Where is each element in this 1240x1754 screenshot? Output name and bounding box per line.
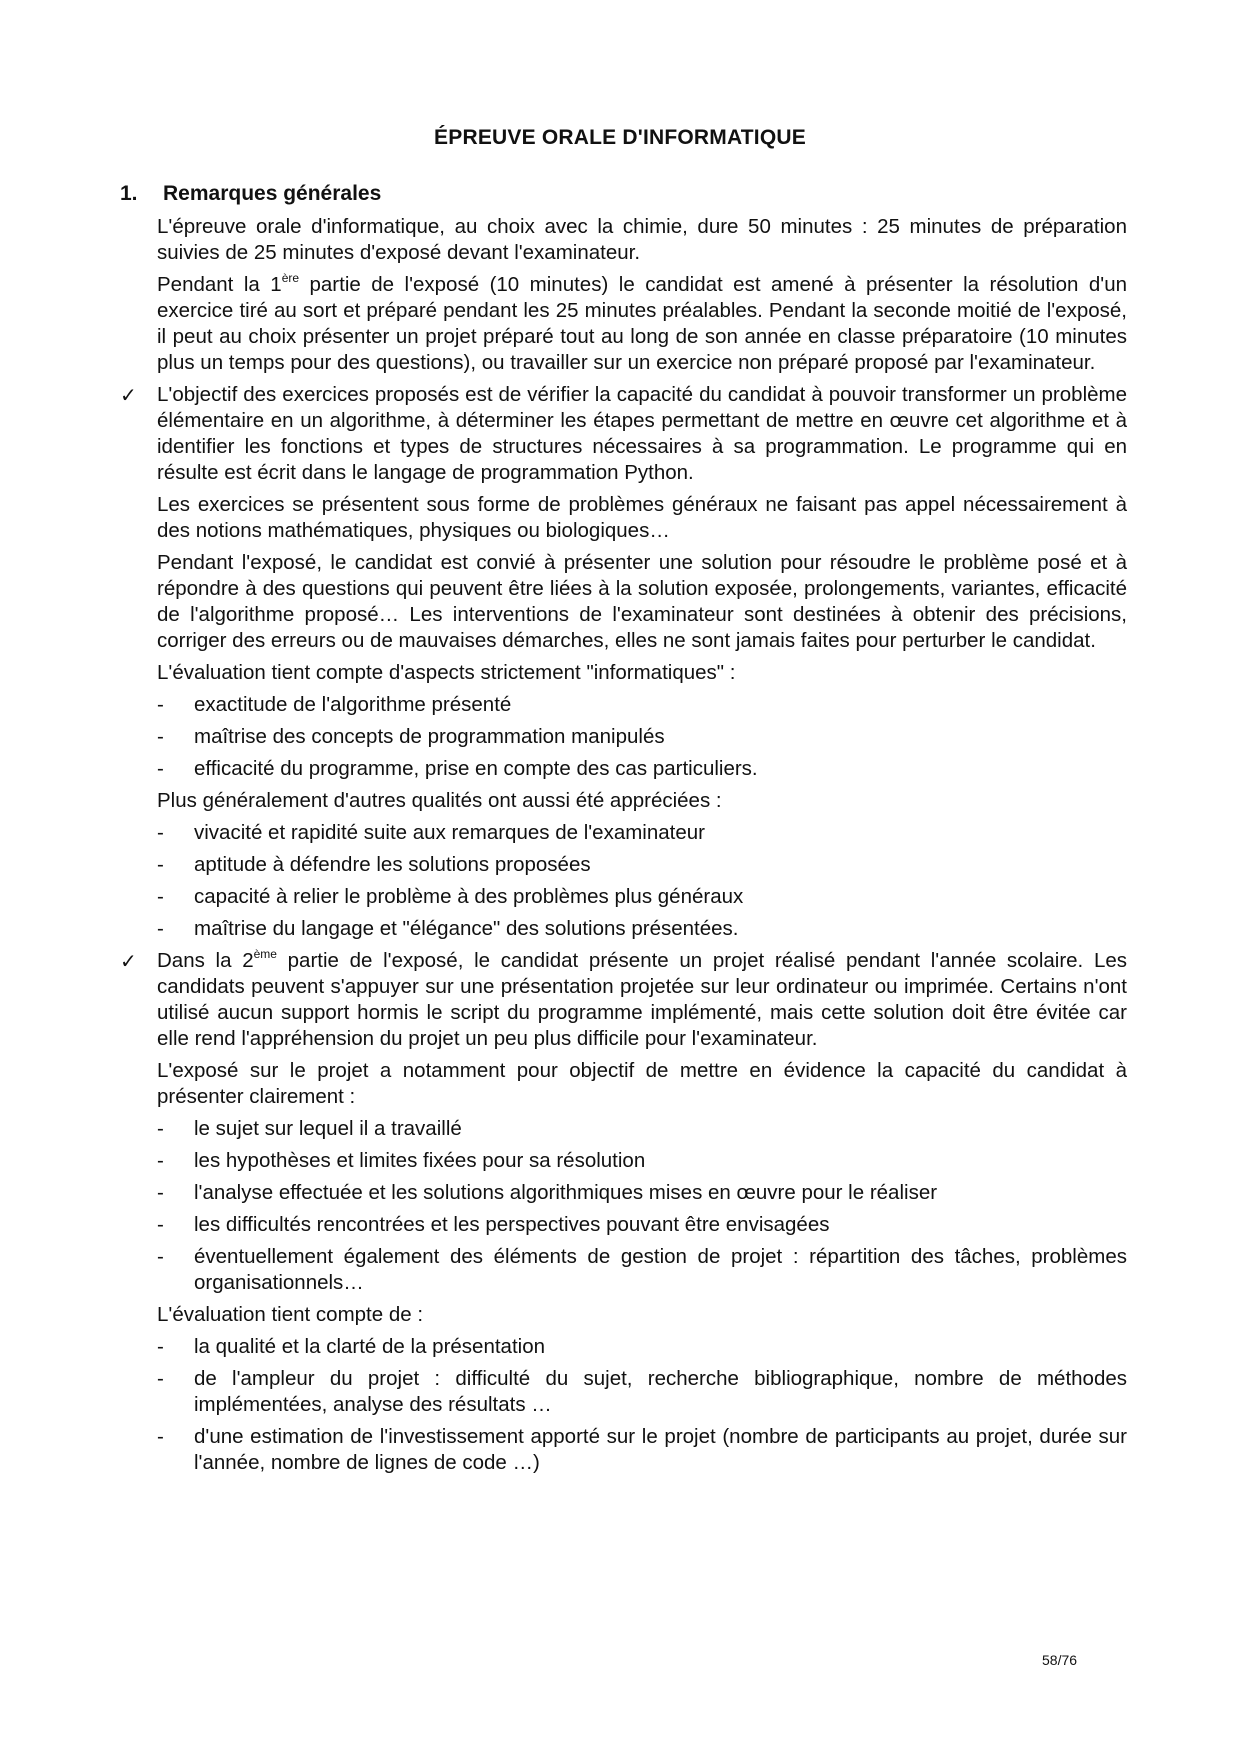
list-item-text: les hypothèses et limites fixées pour sa résolution [194,1149,646,1172]
dash-bullet: - [157,1367,164,1390]
list-item-text: d'une estimation de l'investissement apporté sur le projet (nombre de participants au projet, durée sur l'année, nombre de lignes de code …) [194,1425,1127,1474]
document-title: ÉPREUVE ORALE D'INFORMATIQUE [434,126,806,149]
list-item-text: l'analyse effectuée et les solutions algorithmiques mises en œuvre pour le réaliser [194,1181,938,1204]
dash-bullet: - [157,1149,164,1172]
exercises-paragraph-3: Pendant l'exposé, le candidat est convié à présenter une solution pour résoudre le problème posé et à répondre à des questions qui peuvent être liées à la solution exposée, prolongements, variantes, efficacité de l'algorithme proposé… Les interventions de l'examinateur sont destinées à obtenir des précisions, corriger des erreurs ou de mauvaises démarches, elles ne sont jamais faites pour perturber le candidat. [157,551,1127,652]
page-number: 58/76 [1042,1652,1078,1668]
dash-bullet: - [157,1425,164,1448]
project-objective-list [157,1116,1127,1296]
list-item [157,724,1127,750]
list-item-text: les difficultés rencontrées et les perspectives pouvant être envisagées [194,1213,830,1236]
list-item [157,1424,1127,1476]
part1-paragraph: Pendant la 1ère partie de l'exposé (10 minutes) le candidat est amené à présenter la résolution d'un exercice tiré au sort et préparé pendant les 25 minutes préalables. Pendant la seconde moitié de l'exposé, il peut au choix présenter un projet préparé tout au long de son année en classe préparatoire (10 minutes plus un temps pour des questions), ou travailler sur un exercice non préparé proposé par l'examinateur. [157,271,1127,374]
dash-bullet: - [157,853,164,876]
qualities-list [157,820,1127,942]
document-body [120,214,1127,1482]
list-item [157,884,1127,910]
list-item [157,1116,1127,1142]
intro-paragraph: L'épreuve orale d'informatique, au choix avec la chimie, dure 50 minutes : 25 minutes de préparation suivies de 25 minutes d'exposé devant l'examinateur. [157,215,1127,264]
checkmark-icon: ✓ [120,383,137,407]
dash-bullet: - [157,693,164,716]
dash-bullet: - [157,821,164,844]
list-item [157,756,1127,782]
exercises-paragraph-2: Les exercices se présentent sous forme de problèmes généraux ne faisant pas appel nécessairement à des notions mathématiques, physiques ou biologiques… [157,493,1127,542]
list-item [157,1244,1127,1296]
list-item-text: exactitude de l'algorithme présenté [194,693,512,716]
dash-bullet: - [157,917,164,940]
list-item-text: vivacité et rapidité suite aux remarques de l'examinateur [194,821,705,844]
list-item-text: aptitude à défendre les solutions proposées [194,853,591,876]
dash-bullet: - [157,1117,164,1140]
list-item [157,852,1127,878]
exercises-eval-list [157,692,1127,782]
list-item-text: capacité à relier le problème à des problèmes plus généraux [194,885,744,908]
dash-bullet: - [157,1181,164,1204]
project-lead-paragraph: ✓ Dans la 2ème partie de l'exposé, le candidat présente un projet réalisé pendant l'année scolaire. Les candidats peuvent s'appuyer sur une présentation projetée sur leur ordinateur ou imprimée. Certains n'ont utilisé aucun support hormis le script du programme implémenté, mais cette solution doit être évitée car elle rend l'appréhension du projet un peu plus difficile pour l'examinateur. [120,947,1127,1050]
list-item [157,1334,1127,1360]
list-item-text: maîtrise des concepts de programmation manipulés [194,725,665,748]
list-item-text: la qualité et la clarté de la présentation [194,1335,546,1358]
list-item [157,1148,1127,1174]
checkmark-icon: ✓ [120,949,137,973]
project-eval-list [157,1334,1127,1476]
qualities-intro: Plus généralement d'autres qualités ont aussi été appréciées : [157,789,722,812]
section-heading [120,182,381,206]
dash-bullet: - [157,885,164,908]
dash-bullet: - [157,757,164,780]
section-title: Remarques générales [163,182,382,205]
list-item [157,1366,1127,1418]
list-item [157,916,1127,942]
dash-bullet: - [157,1335,164,1358]
list-item-text: efficacité du programme, prise en compte des cas particuliers. [194,757,758,780]
dash-bullet: - [157,1245,164,1268]
exercises-lead-paragraph: ✓ L'objectif des exercices proposés est de vérifier la capacité du candidat à pouvoir transformer un problème élémentaire en un algorithme, à déterminer les étapes permettant de mettre en œuvre cet algorithme et à identifier les fonctions et types de structures nécessaires à sa programmation. Le programme qui en résulte est écrit dans le langage de programmation Python. [120,383,1127,484]
list-item-text: de l'ampleur du projet : difficulté du sujet, recherche bibliographique, nombre de méthodes implémentées, analyse des résultats … [194,1367,1127,1416]
dash-bullet: - [157,725,164,748]
section-number: 1. [120,182,138,205]
exercises-eval-intro: L'évaluation tient compte d'aspects strictement "informatiques" : [157,661,736,684]
list-item [157,692,1127,718]
list-item-text: éventuellement également des éléments de gestion de projet : répartition des tâches, problèmes organisationnels… [194,1245,1127,1294]
project-objective-intro: L'exposé sur le projet a notamment pour objectif de mettre en évidence la capacité du candidat à présenter clairement : [157,1059,1127,1108]
list-item-text: le sujet sur lequel il a travaillé [194,1117,462,1140]
list-item [157,820,1127,846]
project-eval-intro: L'évaluation tient compte de : [157,1303,424,1326]
list-item-text: maîtrise du langage et "élégance" des solutions présentées. [194,917,739,940]
list-item [157,1180,1127,1206]
list-item [157,1212,1127,1238]
dash-bullet: - [157,1213,164,1236]
